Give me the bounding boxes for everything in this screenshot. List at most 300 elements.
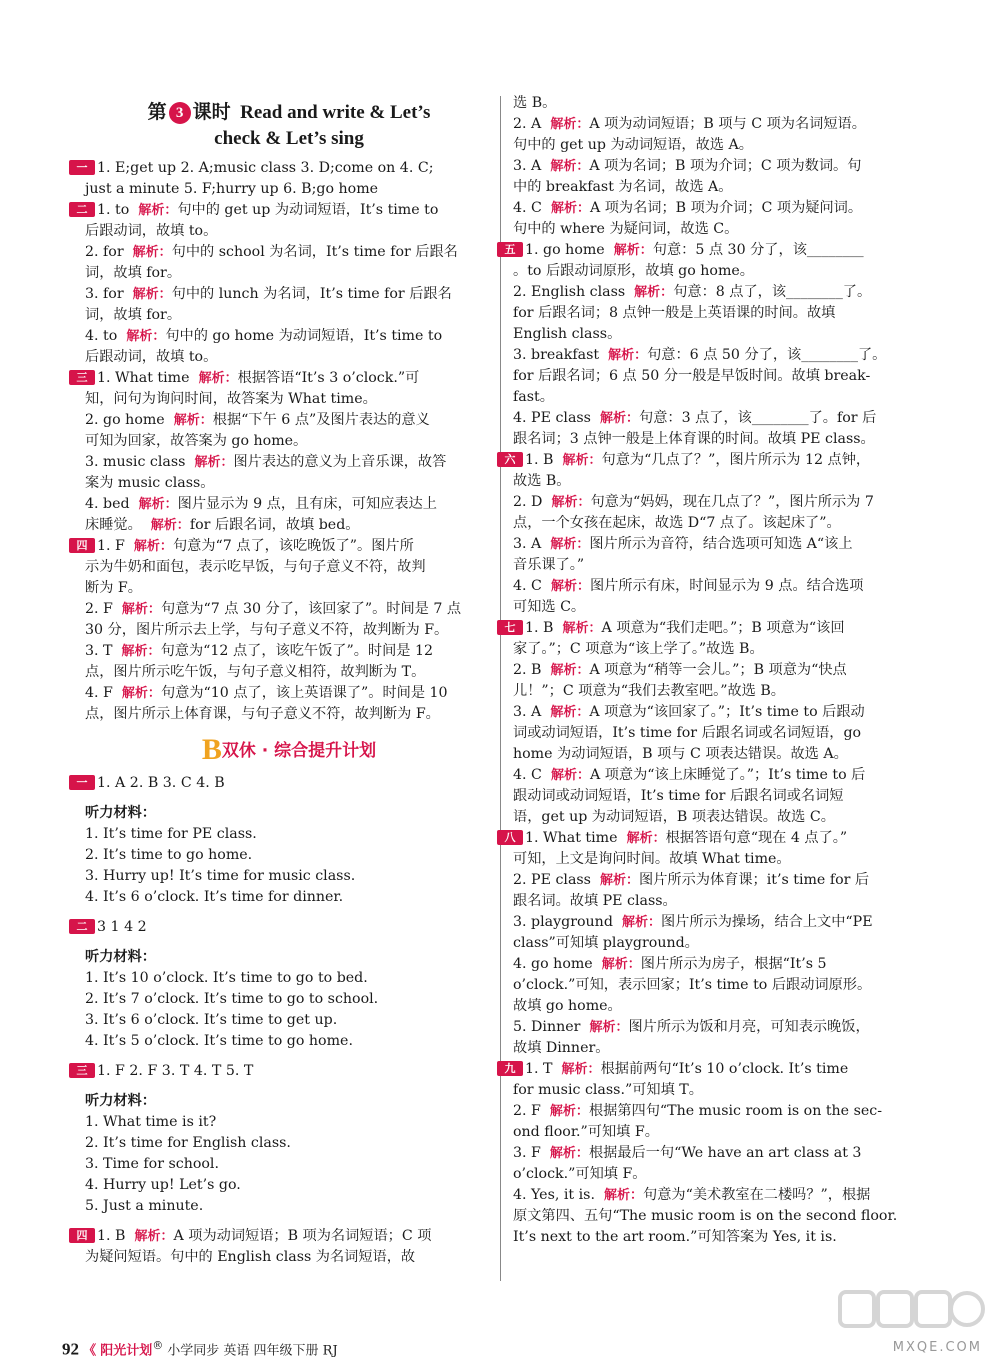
answer-line [504, 828, 938, 849]
answer-key: 2. for [85, 244, 124, 260]
answer-text: 原文第四、五句“The music room is on the second floor. [513, 1208, 898, 1224]
analysis-text: 句中的 go home 为动词短语，It’s time to [165, 328, 443, 344]
section-badge: 四 [69, 538, 95, 553]
analysis-text: 根据答语“It’s 3 o’clock.”可 [237, 370, 420, 386]
analysis-text: 根据答语句意“现在 4 点了。” [665, 830, 848, 846]
answer-line [513, 534, 938, 555]
answer-key: 4. C [513, 200, 542, 216]
answer-line [513, 1185, 938, 1206]
analysis-text: 图片所示为体育课；it’s time for 后 [639, 872, 870, 888]
answer-line [513, 597, 938, 618]
answer-text: 2. It’s 7 o’clock. It’s time to go to school. [85, 991, 379, 1007]
answer-line [513, 1206, 938, 1227]
left-answers [76, 158, 493, 1268]
answer-line [513, 282, 938, 303]
answer-text: fast。 [513, 389, 554, 405]
analysis-label: 解析： [121, 644, 161, 659]
answer-line [85, 947, 493, 968]
analysis-label: 解析： [549, 1146, 589, 1161]
answer-line [504, 618, 938, 639]
answer-line [504, 450, 938, 471]
answer-key: 4. C [513, 578, 542, 594]
answer-key: 3. playground [513, 914, 613, 930]
answer-text: 后跟动词，故填 to。 [85, 349, 218, 365]
spacer [85, 1217, 493, 1226]
analysis-text: 图片所示有床，时间显示为 9 点。结合选项 [589, 578, 864, 594]
answer-text: 3. Hurry up! It’s time for music class. [85, 868, 356, 884]
answer-line [85, 263, 493, 284]
section-badge: 二 [69, 202, 95, 217]
analysis-text: 句中的 school 为名词，It’s time for 后跟名 [171, 244, 458, 260]
section-badge: 七 [497, 620, 523, 635]
right-column [504, 93, 938, 1248]
answer-line [85, 1031, 493, 1052]
answer-line [85, 1010, 493, 1031]
answer-text: 词或动词短语，It’s time for 后跟名词或名词短语，go [513, 725, 862, 741]
answer-text: 1. What time is it? [85, 1114, 217, 1130]
answer-text: 故填 go home。 [513, 998, 622, 1014]
answer-text: for 后跟名词；8 点钟一般是上英语课的时间。故填 [513, 305, 836, 321]
answer-line [513, 765, 938, 786]
answer-line [513, 786, 938, 807]
answer-line [85, 221, 493, 242]
answer-line [513, 513, 938, 534]
answer-text: 知，问句为询问时间，故答案为 What time。 [85, 391, 377, 407]
lesson-number-badge: 3 [169, 102, 191, 124]
analysis-label: 解析： [613, 243, 653, 258]
answer-line [513, 156, 938, 177]
analysis-text: 根据最后一句“We have an art class at 3 [588, 1145, 862, 1161]
answer-text: 点，图片所示上体育课，与句子意义不符，故判断为 F。 [85, 706, 440, 722]
answer-key: 1. go home [525, 242, 605, 258]
listening-label: 听力材料： [85, 805, 156, 821]
analysis-label: 解析： [550, 705, 590, 720]
analysis-label: 解析： [562, 621, 602, 636]
answer-line [513, 1227, 938, 1248]
answer-key: 4. bed [85, 496, 130, 512]
analysis-text: 根据第四句“The music room is on the sec- [588, 1103, 883, 1119]
answer-text: 案为 music class。 [85, 475, 215, 491]
answer-line [85, 284, 493, 305]
answer-text: 1. A 2. B 3. C 4. B [97, 775, 225, 791]
brand-name: 阳光计划 [100, 1343, 153, 1359]
answer-text: 句中的 get up 为动词短语，故选 A。 [513, 137, 753, 153]
answer-line [85, 683, 493, 704]
analysis-text: 根据“下午 6 点”及图片表达的意义 [212, 412, 430, 428]
answer-line [513, 996, 938, 1017]
analysis-text: 图片所示为饭和月亮，可知表示晚饭， [628, 1019, 870, 1035]
answer-line [76, 158, 493, 179]
answer-key: 5. Dinner [513, 1019, 581, 1035]
answer-key: 2. B [513, 662, 542, 678]
left-column [76, 0, 493, 1268]
answer-line [85, 662, 493, 683]
answer-line [513, 849, 938, 870]
answer-line [513, 1080, 938, 1101]
answer-key: 3. for [85, 286, 124, 302]
answer-line [513, 639, 938, 660]
analysis-text: 句意为“7 点了，该吃晚饭了”。图片所 [172, 538, 414, 554]
answer-line [513, 93, 938, 114]
answer-key: 4. C [513, 767, 542, 783]
lesson-title [85, 100, 493, 152]
answer-key: 1. What time [97, 370, 190, 386]
answer-line [513, 744, 938, 765]
answer-text: home 为动词短语，B 项与 C 项表达错误。故选 A。 [513, 746, 848, 762]
analysis-text: A 项为名词；B 项为介词；C 项为疑问词。 [589, 200, 863, 216]
analysis-label: 解析： [550, 579, 590, 594]
answer-text: 跟动词或动词短语，It’s time for 后跟名词或名词短 [513, 788, 844, 804]
section-badge: 一 [69, 775, 95, 790]
answer-key: 1. B [525, 620, 554, 636]
answer-text: just a minute 5. F;hurry up 6. B;go home [85, 181, 379, 197]
answer-line [85, 1196, 493, 1217]
answer-line [513, 975, 938, 996]
answer-line [76, 917, 493, 938]
analysis-label: 解析： [134, 1229, 174, 1244]
answer-line [85, 968, 493, 989]
answer-text: o’clock.”可知，表示回家；It’s time to 后跟动词原形。 [513, 977, 872, 993]
answer-text: 可知为回家，故答案为 go home。 [85, 433, 308, 449]
analysis-text: A 项为动词短语；B 项与 C 项为名词短语。 [589, 116, 866, 132]
section-b-heading [85, 735, 493, 765]
answer-line [513, 1143, 938, 1164]
answer-text: for 后跟名词；6 点 50 分一般是早饭时间。故填 break- [513, 368, 871, 384]
answer-line [513, 1101, 938, 1122]
answer-text: 词，故填 for。 [85, 307, 182, 323]
answer-text: for music class.”可知填 T。 [513, 1082, 703, 1098]
answer-line [85, 347, 493, 368]
answer-text: ond floor.”可知填 F。 [513, 1124, 659, 1140]
lesson-suffix: 课时 [192, 102, 231, 123]
answer-key: 1. to [97, 202, 130, 218]
listening-label: 听力材料： [85, 1093, 156, 1109]
answer-line [513, 891, 938, 912]
answer-line [76, 1226, 493, 1247]
analysis-label: 解析： [550, 159, 590, 174]
answer-text: 1. E;get up 2. A;music class 3. D;come on 4. C; [97, 160, 434, 176]
answer-line [513, 219, 938, 240]
answer-line [85, 845, 493, 866]
analysis-text: 根据前两句“It’s 10 o’clock. It’s time [600, 1061, 849, 1077]
answer-line [513, 429, 938, 450]
answer-key: 1. F [97, 538, 125, 554]
spacer [85, 908, 493, 917]
listening-label: 听力材料： [85, 949, 156, 965]
answer-text: 家了。”；C 项意为“该上学了。”故选 B。 [513, 641, 764, 657]
answer-text: 中的 breakfast 为名词，故选 A。 [513, 179, 733, 195]
answer-line [85, 866, 493, 887]
analysis-label: 解析： [603, 1188, 643, 1203]
answer-text: 为疑问短语。句中的 English class 为名词短语，故 [85, 1249, 416, 1265]
analysis-text: 图片显示为 9 点，且有床，可知应表达上 [177, 496, 437, 512]
answer-key: 2. PE class [513, 872, 591, 888]
answer-line [513, 471, 938, 492]
analysis-label: 解析： [150, 518, 190, 533]
spacer [85, 1052, 493, 1061]
answer-text: 示为牛奶和面包，表示吃早饭，与句子意义不符，故判 [85, 559, 426, 575]
answer-key: 3. T [85, 643, 113, 659]
analysis-label: 解析： [621, 915, 661, 930]
answer-text: 儿！”；C 项意为“我们去教室吧。”故选 B。 [513, 683, 785, 699]
answer-line [513, 387, 938, 408]
answer-key: 2. D [513, 494, 543, 510]
analysis-label: 解析： [133, 539, 173, 554]
answer-line [513, 576, 938, 597]
answer-text: 1. It’s 10 o’clock. It’s time to go to bed. [85, 970, 368, 986]
answer-key: 床睡觉。 [85, 517, 142, 533]
answer-line [513, 345, 938, 366]
analysis-label: 解析： [132, 245, 172, 260]
analysis-label: 解析： [121, 686, 161, 701]
analysis-text: A 项为名词；B 项为介词；C 项为数词。句 [589, 158, 862, 174]
answer-line [513, 870, 938, 891]
analysis-label: 解析： [562, 453, 602, 468]
answer-text: It’s next to the art room.”可知答案为 Yes, it is. [513, 1229, 837, 1245]
answer-line [76, 536, 493, 557]
answer-text: 3. Time for school. [85, 1156, 219, 1172]
section-badge: 八 [497, 830, 523, 845]
analysis-text: 句意为“妈妈，现在几点了？”，图片所示为 7 [590, 494, 874, 510]
lesson-title-en-1: Read and write & Let’s [240, 102, 431, 123]
answer-key: 3. music class [85, 454, 186, 470]
analysis-label: 解析： [550, 537, 590, 552]
answer-line [76, 1061, 493, 1082]
analysis-text: 图片所示为音符，结合选项可知选 A“该上 [589, 536, 853, 552]
section-badge: 三 [69, 370, 95, 385]
answer-text: 后跟动词，故填 to。 [85, 223, 218, 239]
answer-key: 4. go home [513, 956, 593, 972]
analysis-label: 解析： [198, 371, 238, 386]
answer-text: 可知选 C。 [513, 599, 586, 615]
answer-line [504, 1059, 938, 1080]
answer-line [513, 702, 938, 723]
analysis-label: 解析： [608, 348, 648, 363]
analysis-label: 解析： [138, 497, 178, 512]
analysis-label: 解析： [600, 873, 640, 888]
answer-line [513, 408, 938, 429]
analysis-text: 图片所示为操场，结合上文中“PE [660, 914, 873, 930]
analysis-label: 解析： [550, 117, 590, 132]
answer-line [85, 557, 493, 578]
answer-line [85, 599, 493, 620]
answer-line [85, 824, 493, 845]
answer-line [76, 200, 493, 221]
answer-line [85, 242, 493, 263]
answer-line [85, 1175, 493, 1196]
book-info: 小学同步 英语 四年级下册 RJ [167, 1343, 338, 1359]
answer-line [85, 641, 493, 662]
analysis-label: 解析： [601, 957, 641, 972]
analysis-text: 句意：5 点 30 分了，该________ [652, 242, 864, 258]
answer-key: 1. B [97, 1228, 126, 1244]
answer-text: 音乐课了。” [513, 557, 585, 573]
analysis-text: 句中的 lunch 为名词，It’s time for 后跟名 [171, 286, 452, 302]
answer-line [513, 933, 938, 954]
analysis-label: 解析： [126, 329, 166, 344]
answer-line [513, 1038, 938, 1059]
answer-key: 2. F [85, 601, 113, 617]
answer-key: 4. Yes, it is. [513, 1187, 595, 1203]
analysis-label: 解析： [550, 201, 590, 216]
answer-line [85, 452, 493, 473]
analysis-text: 句意为“7 点 30 分了，该回家了”。时间是 7 点 [160, 601, 462, 617]
analysis-label: 解析： [121, 602, 161, 617]
section-badge: 一 [69, 160, 95, 175]
section-badge: 六 [497, 452, 523, 467]
answer-line [513, 1164, 938, 1185]
analysis-label: 解析： [551, 495, 591, 510]
answer-line [513, 723, 938, 744]
section-badge: 四 [69, 1228, 95, 1243]
answer-text: 点，一个女孩在起床，故选 D“7 点了。该起床了”。 [513, 515, 841, 531]
analysis-label: 解析： [194, 455, 234, 470]
answer-line [85, 1247, 493, 1268]
section-badge: 九 [497, 1061, 523, 1076]
analysis-label: 解析： [550, 663, 590, 678]
answer-line [513, 660, 938, 681]
answer-line [85, 305, 493, 326]
answer-line [513, 324, 938, 345]
answer-text: 2. It’s time for English class. [85, 1135, 291, 1151]
answer-text: class”可知填 playground。 [513, 935, 699, 951]
analysis-text: 图片所示为房子，根据“It’s 5 [640, 956, 827, 972]
column-divider [500, 96, 501, 1281]
answer-key: 1. B [525, 452, 554, 468]
answer-key: 2. A [513, 116, 542, 132]
answer-line [85, 494, 493, 515]
analysis-text: A 项为动词短语；B 项为名词短语；C 项 [173, 1228, 432, 1244]
answer-line [85, 578, 493, 599]
answer-key: 1. T [525, 1061, 553, 1077]
analysis-label: 解析： [550, 768, 590, 783]
analysis-text: A 项意为“稍等一会儿。”；B 项意为“快点 [589, 662, 847, 678]
answer-line [85, 887, 493, 908]
answer-line [513, 1017, 938, 1038]
answer-line [513, 954, 938, 975]
answer-text: 30 分，图片所示去上学，与句子意义不符，故判断为 F。 [85, 622, 449, 638]
analysis-label: 解析： [549, 1104, 589, 1119]
analysis-text: 句意为“12 点了，该吃午饭了”。时间是 12 [160, 643, 434, 659]
answer-text: 4. Hurry up! Let’s go. [85, 1177, 241, 1193]
answer-text: 3 1 4 2 [97, 919, 147, 935]
answer-key: 4. to [85, 328, 118, 344]
analysis-text: for 后跟名词，故填 bed。 [189, 517, 360, 533]
answer-key: 3. breakfast [513, 347, 600, 363]
answer-text: 4. It’s 6 o’clock. It’s time for dinner. [85, 889, 344, 905]
answer-text: 1. F 2. F 3. T 4. T 5. T [97, 1063, 254, 1079]
answer-line [85, 989, 493, 1010]
analysis-label: 解析： [600, 411, 640, 426]
analysis-text: 句意：3 点了，该________了。for 后 [639, 410, 877, 426]
answer-text: 跟名词；3 点钟一般是上体育课的时间。故填 PE class。 [513, 431, 875, 447]
lesson-title-en-2: check & Let’s sing [214, 128, 364, 149]
answer-text: 2. It’s time to go home. [85, 847, 253, 863]
analysis-text: A 项意为“我们走吧。”；B 项意为“该回 [601, 620, 845, 636]
answer-text: 。to 后跟动词原形，故填 go home。 [513, 263, 754, 279]
answer-text: 句中的 where 为疑问词，故选 C。 [513, 221, 739, 237]
answer-line [513, 366, 938, 387]
answer-line [513, 807, 938, 828]
answer-line [85, 803, 493, 824]
analysis-label: 解析： [634, 285, 674, 300]
answer-text: 语，get up 为动词短语，B 项表达错误。故选 C。 [513, 809, 835, 825]
section-b-title: 双休 · 综合提升计划 [221, 741, 377, 761]
answer-line [85, 620, 493, 641]
watermark-text: MXQE.COM [892, 1340, 982, 1355]
answer-text: 点，图片所示吃午饭，与句子意义相符，故判断为 T。 [85, 664, 426, 680]
answer-text: 1. It’s time for PE class. [85, 826, 257, 842]
analysis-text: 句意为“10 点了，该上英语课了”。时间是 10 [160, 685, 448, 701]
analysis-label: 解析： [138, 203, 178, 218]
answer-line [85, 473, 493, 494]
section-b-letter: B [201, 733, 222, 766]
answer-line [513, 1122, 938, 1143]
double-arrow-icon: 《 [83, 1343, 97, 1359]
answer-line [513, 261, 938, 282]
analysis-text: 图片表达的意义为上音乐课，故答 [233, 454, 447, 470]
analysis-text: A 项意为“该上床睡觉了。”；It’s time to 后 [589, 767, 866, 783]
answer-text: 5. Just a minute. [85, 1198, 204, 1214]
answer-text: 3. It’s 6 o’clock. It’s time to get up. [85, 1012, 338, 1028]
section-badge: 五 [497, 242, 523, 257]
answer-key: 3. A [513, 158, 542, 174]
answer-line [513, 177, 938, 198]
answer-text: 词，故填 for。 [85, 265, 182, 281]
answer-key: 4. F [85, 685, 113, 701]
answer-line [85, 410, 493, 431]
answer-line [513, 303, 938, 324]
answer-line [513, 114, 938, 135]
answer-line [85, 326, 493, 347]
analysis-text: 句意：8 点了，该________了。 [673, 284, 872, 300]
analysis-text: 句意为“几点了？”，图片所示为 12 点钟， [601, 452, 871, 468]
answer-text: English class。 [513, 326, 622, 342]
analysis-label: 解析： [173, 413, 213, 428]
answer-line [504, 240, 938, 261]
answer-key: 2. F [513, 1103, 541, 1119]
answer-line [85, 1112, 493, 1133]
registered-mark: ® [152, 1339, 164, 1352]
answer-text: 故选 B。 [513, 473, 571, 489]
answer-text: o’clock.”可知填 F。 [513, 1166, 647, 1182]
answer-text: 故填 Dinner。 [513, 1040, 610, 1056]
answer-text: 选 B。 [513, 95, 557, 111]
answer-line [85, 431, 493, 452]
page-footer [62, 1339, 338, 1359]
answer-key: 2. go home [85, 412, 165, 428]
answer-line [85, 515, 493, 536]
answer-line [76, 368, 493, 389]
answer-line [85, 1091, 493, 1112]
answer-line [85, 1133, 493, 1154]
section-badge: 二 [69, 919, 95, 934]
lesson-prefix: 第 [147, 102, 167, 123]
answer-line [85, 389, 493, 410]
answer-line [85, 179, 493, 200]
section-badge: 三 [69, 1063, 95, 1078]
analysis-label: 解析： [132, 287, 172, 302]
analysis-text: 句中的 get up 为动词短语，It’s time to [177, 202, 439, 218]
answer-line [513, 681, 938, 702]
answer-line [513, 492, 938, 513]
analysis-text: A 项意为“该回家了。”；It’s time to 后跟动 [589, 704, 865, 720]
analysis-text: 句意为“美术教室在二楼吗？”，根据 [643, 1187, 871, 1203]
analysis-label: 解析： [561, 1062, 601, 1077]
answer-line [513, 198, 938, 219]
answer-key: 3. F [513, 1145, 541, 1161]
answer-text: 4. It’s 5 o’clock. It’s time to go home. [85, 1033, 353, 1049]
